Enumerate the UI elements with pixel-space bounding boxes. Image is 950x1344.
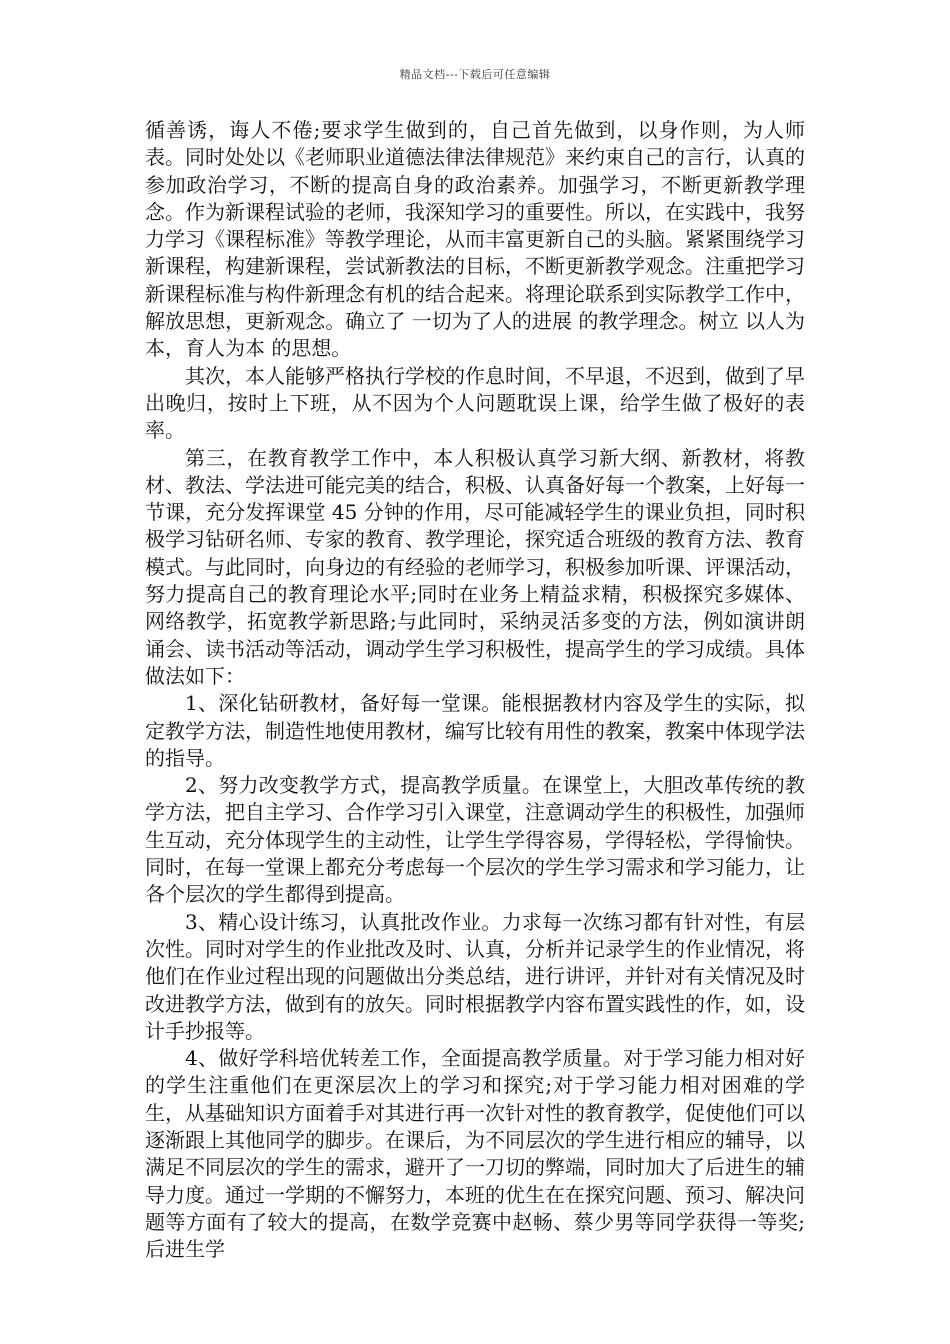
paragraph-2: 其次，本人能够严格执行学校的作息时间，不早退，不迟到，做到了早出晚归，按时上下班，从不因为个人问题耽误上课，给学生做了极好的表率。 (145, 363, 805, 443)
paragraph-3: 第三，在教育教学工作中，本人积极认真学习新大纲、新教材，将教材、教法、学法进可能完美的结合，积极、认真备好每一个教案，上好每一节课，充分发挥课堂 45 分钟的作用，尽可能减轻学生的课业负担，同时积极学习钻研名师、专家的教育、教学理论，探究适合班级的教育方法、教育模式。与此同时，向身边的有经验的老师学习，积极参加听课、评课活动，努力提高自己的教育理论水平;同时在业务上精益求精，积极探究多媒体、网络教学，拓宽教学新思路;与此同时，采纳灵活多变的方法，例如演讲朗诵会、读书活动等活动，调动学生学习积极性，提高学生的学习成绩。具体做法如下： (145, 445, 805, 688)
paragraph-7: 4、做好学科培优转差工作，全面提高教学质量。对于学习能力相对好的学生注重他们在更深层次上的学习和探究;对于学习能力相对困难的学生，从基础知识方面着手对其进行再一次针对性的教育教学，促使他们可以逐渐跟上其他同学的脚步。在课后，为不同层次的学生进行相应的辅导，以满足不同层次的学生的需求，避开了一刀切的弊端，同时加大了后进生的辅导力度。通过一学期的不懈努力，本班的优生在在探究问题、预习、解决问题等方面有了较大的提高，在数学竞赛中赵畅、蔡少男等同学获得一等奖;后进生学 (145, 1046, 805, 1262)
document-body (145, 117, 805, 1263)
paragraph-1: 循善诱，诲人不倦;要求学生做到的，自己首先做到，以身作则，为人师表。同时处处以《老师职业道德法律法律规范》来约束自己的言行，认真的参加政治学习，不断的提高自身的政治素养。加强学习，不断更新教学理念。作为新课程试验的老师，我深知学习的重要性。所以，在实践中，我努力学习《课程标准》等教学理论，从而丰富更新自己的头脑。紧紧围绕学习新课程，构建新课程，尝试新教法的目标，不断更新教学观念。注重把学习新课程标准与构件新理念有机的结合起来。将理论联系到实际教学工作中，解放思想，更新观念。确立了 一切为了人的进展 的教学理念。树立 以人为本，育人为本 的思想。 (145, 118, 805, 361)
paragraph-4: 1、深化钻研教材，备好每一堂课。能根据教材内容及学生的实际，拟定教学方法，制造性地使用教材，编写比较有用性的教案，教案中体现学法的指导。 (145, 691, 805, 770)
paragraph-5: 2、努力改变教学方式，提高教学质量。在课堂上，大胆改革传统的教学方法，把自主学习、合作学习引入课堂，注意调动学生的积极性，加强师生互动，充分体现学生的主动性，让学生学得容易，学得轻松，学得愉快。同时，在每一堂课上都充分考虑每一个层次的学生学习需求和学习能力，让各个层次的学生都得到提高。 (145, 773, 805, 907)
paragraph-6: 3、精心设计练习，认真批改作业。力求每一次练习都有针对性，有层次性。同时对学生的作业批改及时、认真，分析并记录学生的作业情况，将他们在作业过程出现的问题做出分类总结，进行讲评，并针对有关情况及时改进教学方法，做到有的放矢。同时根据教学内容布置实践性的作，如，设计手抄报等。 (145, 909, 805, 1043)
page-header: 精品文档---下载后可任意编辑 (399, 68, 551, 81)
